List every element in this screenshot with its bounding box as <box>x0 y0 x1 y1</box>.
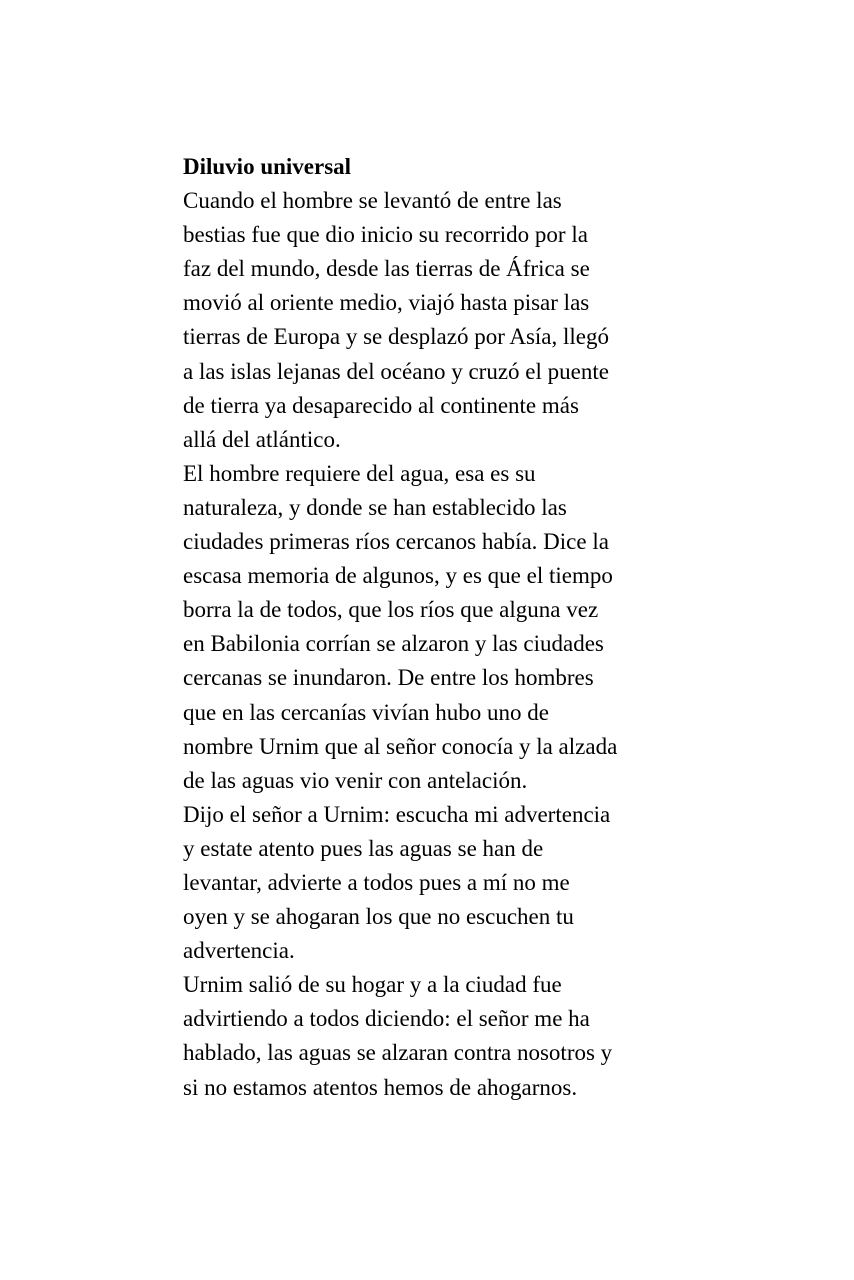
text-line: faz del mundo, desde las tierras de África se <box>183 256 590 282</box>
text-line: allá del atlántico. <box>183 426 341 452</box>
text-line: naturaleza, y donde se han establecido las <box>183 494 567 520</box>
text-line: de las aguas vio venir con antelación. <box>183 767 528 793</box>
text-line: Urnim salió de su hogar y a la ciudad fue <box>183 972 562 998</box>
text-line: El hombre requiere del agua, esa es su <box>183 460 536 486</box>
text-line: advirtiendo a todos diciendo: el señor me ha <box>183 1006 590 1032</box>
text-line: nombre Urnim que al señor conocía y la alzada <box>183 733 618 759</box>
text-line: Dijo el señor a Urnim: escucha mi advertencia <box>183 801 611 827</box>
text-line: borra la de todos, que los ríos que alguna vez <box>183 597 599 623</box>
text-line: en Babilonia corrían se alzaron y las ciudades <box>183 631 604 657</box>
text-line: tierras de Europa y se desplazó por Asía, llegó <box>183 324 610 350</box>
document-title: Diluvio universal <box>183 154 352 179</box>
text-line: y estate atento pues las aguas se han de <box>183 835 544 861</box>
text-line: hablado, las aguas se alzaran contra nosotros y <box>183 1040 613 1066</box>
text-line: de tierra ya desaparecido al continente más <box>183 392 579 418</box>
text-line: que en las cercanías vivían hubo uno de <box>183 699 549 725</box>
text-line: ciudades primeras ríos cercanos había. Dice la <box>183 529 609 555</box>
text-line: cercanas se inundaron. De entre los hombres <box>183 665 594 691</box>
text-line: a las islas lejanas del océano y cruzó el puente <box>183 358 609 384</box>
text-line: advertencia. <box>183 938 295 964</box>
text-line: bestias fue que dio inicio su recorrido por la <box>183 222 588 248</box>
text-line: si no estamos atentos hemos de ahogarnos. <box>183 1074 578 1100</box>
text-line: Cuando el hombre se levantó de entre las <box>183 188 562 214</box>
document-body <box>183 150 683 1105</box>
text-line: levantar, advierte a todos pues a mí no me <box>183 869 570 895</box>
text-line: oyen y se ahogaran los que no escuchen tu <box>183 904 574 930</box>
text-line: movió al oriente medio, viajó hasta pisar las <box>183 290 590 316</box>
text-line: escasa memoria de algunos, y es que el tiempo <box>183 563 613 589</box>
